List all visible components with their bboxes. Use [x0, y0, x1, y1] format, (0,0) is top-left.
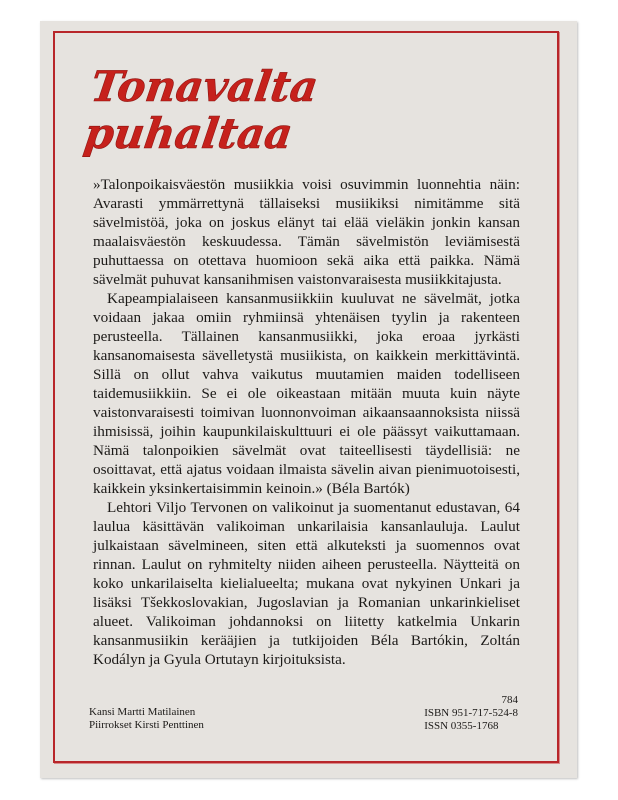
blurb-paragraph-quote-cont: Kapeampialaiseen kansanmusiikkiin kuuluvat ne sävelmät, jotka voidaan jakaa omiin ryhmiinsä yhtenäisen tyylin ja rakenteen perusteella. Tällainen kansanmusiikki, joka eroaa jyrkästi kansanomaisesta sävelletystä musiikista, on kaikkein merkittävintä. Sillä on ollut vahva vaikutus muutamien maiden todelliseen taidemusiikkiin. Se ei ole oikeastaan mitään muuta kuin näyte vaistonvaraisesti toimivan luonnonvoiman aikaansaannoksista niissä ihmisissä, joihin kaupunkilaiskulttuuri ei ole päässyt vaikuttamaan. Nämä talonpoikien sävelmät ovat taiteellisesti täydellisiä: ne osoittavat, että ajatus voidaan ilmaista sävelin aivan pienimuotoisesti, kaikkein yksinkertaisimmin keinoin.» (Béla Bartók) — [93, 290, 520, 497]
isbn: ISBN 951-717-524-8 — [424, 707, 518, 719]
blurb-paragraph-description: Lehtori Viljo Tervonen on valikoinut ja suomentanut edustavan, 64 laulua käsittävän valikoiman unkarilaisia kansanlauluja. Laulut julkaistaan sävelmineen, siten että alkuteksti ja suomennos ovat rinnan. Laulut on ryhmitelty niiden aiheen perusteella. Näytteitä on koko unkarilaiselta kielialueelta; mukana ovat nykyinen Unkari ja lisäksi Tšekkoslovakian, Jugoslavian ja Romanian unkarinkieliset alueet. Valikoiman johdannoksi on liitetty katkelmia Unkarin kansanmusiikin kerääjien ja tutkijoiden Béla Bartókin, Zoltán Kodályn ja Gyula Ortutayn kirjoituksista. — [93, 499, 520, 668]
blurb-text — [93, 175, 520, 669]
publication-codes — [424, 694, 518, 733]
issn: ISSN 0355-1768 — [424, 720, 499, 732]
title-line-2: puhaltaa — [81, 109, 296, 158]
title-line-1: Tonavalta — [87, 62, 322, 111]
blurb-paragraph-quote: »Talonpoikaisväestön musiikkia voisi osuvimmin luonnehtia näin: Avarasti ymmärrettynä tällaiseksi musiikiksi nimitämme sitä sävelmistöä, joka on joskus elänyt tai elää vieläkin jonkin kansan maalaisväestön keskuudessa. Tämän sävelmistön leviämisestä puhuttaessa on otettava huomioon sekä aika että paikka. Nämä sävelmät puhuvat kansanihmisen vaistonvaraisesta musiikkitajusta. — [93, 176, 520, 288]
series-number: 784 — [501, 694, 518, 706]
book-title — [81, 63, 321, 157]
illustration-credit: Piirrokset Kirsti Penttinen — [89, 719, 204, 731]
credits — [89, 706, 204, 732]
cover-credit: Kansi Martti Matilainen — [89, 706, 196, 718]
